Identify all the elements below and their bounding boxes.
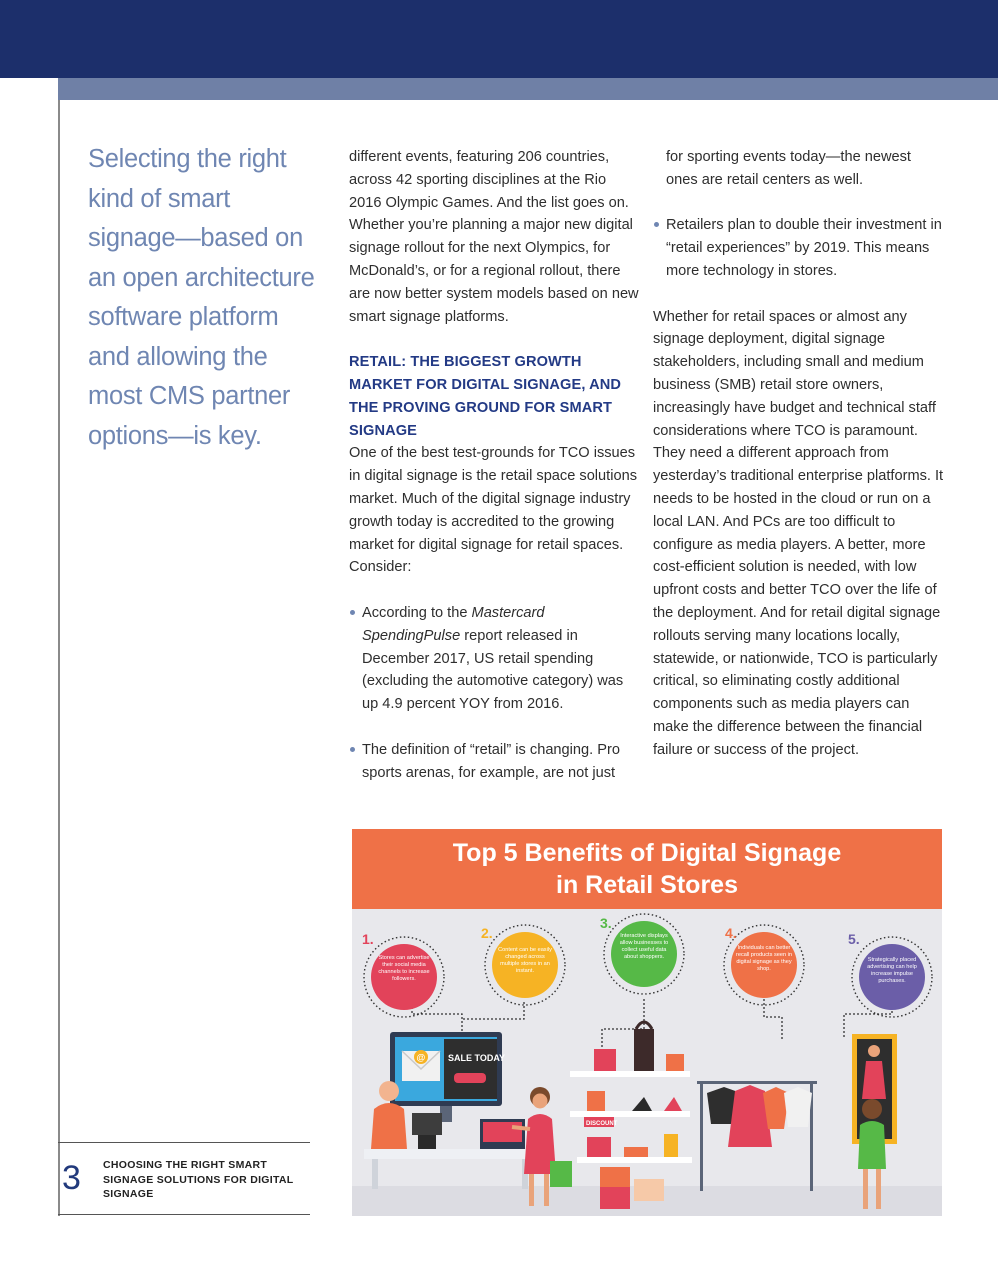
left-margin-rule [58, 100, 60, 1216]
clothing-item [784, 1087, 812, 1127]
shopper-figure [858, 1121, 886, 1169]
bullet-icon [350, 747, 355, 752]
pull-quote: Selecting the right kind of smart signage—based on an open architecture software platform and allowing the most CMS partner options—is key. [88, 145, 315, 450]
intro-paragraph: different events, featuring 206 countries, across 42 sporting disciplines at the Rio 2016 Olympic Games. And the list goes on. Whether you’re planning a major new digital signage rollout for the next Olympics, for McDonald’s, or for a regional rollout, there are now better system models based on new smart signage platforms. [349, 149, 639, 325]
section-body: One of the best test-grounds for TCO issues in digital signage is the retail space solutions market. Much of the digital signage industry growth today is accredited to the growing market for digital signage for retail spaces. Consider: [349, 445, 637, 576]
header-band [0, 0, 998, 78]
infographic [352, 829, 942, 1216]
bullet-item: According to the Mastercard SpendingPulse report released in December 2017, US retail spending (excluding the automotive category) was up 4.9 percent YOY from 2016. [349, 602, 641, 716]
bullet-icon [350, 610, 355, 615]
publication-name: Mastercard SpendingPulse [362, 604, 545, 644]
middle-column [349, 146, 641, 784]
benefit-text: Stores can advertise their social media channels to increase followers. [378, 955, 430, 982]
page-number: 3 [62, 1159, 81, 1197]
screen-label: SALE TODAY [448, 1053, 506, 1063]
benefit-number: 2. [481, 925, 493, 941]
retail-store-illustration [352, 829, 942, 1216]
infographic-title: Top 5 Benefits of Digital Signage in Retail Stores [452, 839, 842, 899]
benefit-text: Strategically placed advertising can help increase impulse purchases. [867, 957, 917, 984]
benefit-text: Individuals can better recall products seen in digital signage as they shop. [736, 945, 792, 972]
section-heading: RETAIL: THE BIGGEST GROWTH MARKET FOR DIGITAL SIGNAGE, AND THE PROVING GROUND FOR SMART SIGNAGE [349, 354, 622, 439]
discount-label: DISCOUNT [586, 1121, 618, 1127]
benefit-text: Content can be easily changed across multiple stores in an instant. [498, 947, 552, 974]
footer-rule [58, 1142, 310, 1143]
benefit-text: Interactive displays allow businesses to collect useful data about shoppers. [619, 933, 669, 960]
footer-document-title: CHOOSING THE RIGHT SMART SIGNAGE SOLUTIONS FOR DIGITAL SIGNAGE [103, 1159, 294, 1200]
right-body-paragraph: Whether for retail spaces or almost any signage deployment, digital signage stakeholders, including small and medium business (SMB) retail store owners, increasingly have budget and technical staff considerations where TCO is paramount. They need a different approach from yesterday’s traditional enterprise platforms. It needs to be hosted in the cloud or run on a local LAN. And PCs are too difficult to configure as media players. A better, more cost-efficient solution is needed, with low upfront costs and better TCO over the life of the deployment. And for retail digital signage rollouts serving many locations locally, statewide, or nationwide, TCO is particularly critical, so eliminating costly additional components such as media players can make the difference between the financial failure or success of the project. [653, 308, 944, 758]
cashier-figure [371, 1103, 407, 1149]
bullet-item-continued: for sporting events today—the newest ones are retail centers as well. [666, 149, 911, 188]
benefit-number: 4. [725, 925, 737, 941]
benefit-number: 1. [362, 931, 374, 947]
right-column [653, 146, 945, 762]
header-subband [58, 78, 998, 100]
bullet-item: The definition of “retail” is changing. Pro sports arenas, for example, are not just [349, 739, 641, 785]
bullet-icon [654, 222, 659, 227]
bullet-item: Retailers plan to double their investment in “retail experiences” by 2019. This means more technology in stores. [653, 214, 945, 282]
benefit-number: 3. [600, 915, 612, 931]
svg-text:@: @ [416, 1052, 426, 1063]
footer-rule [58, 1214, 310, 1215]
benefit-number: 5. [848, 931, 860, 947]
